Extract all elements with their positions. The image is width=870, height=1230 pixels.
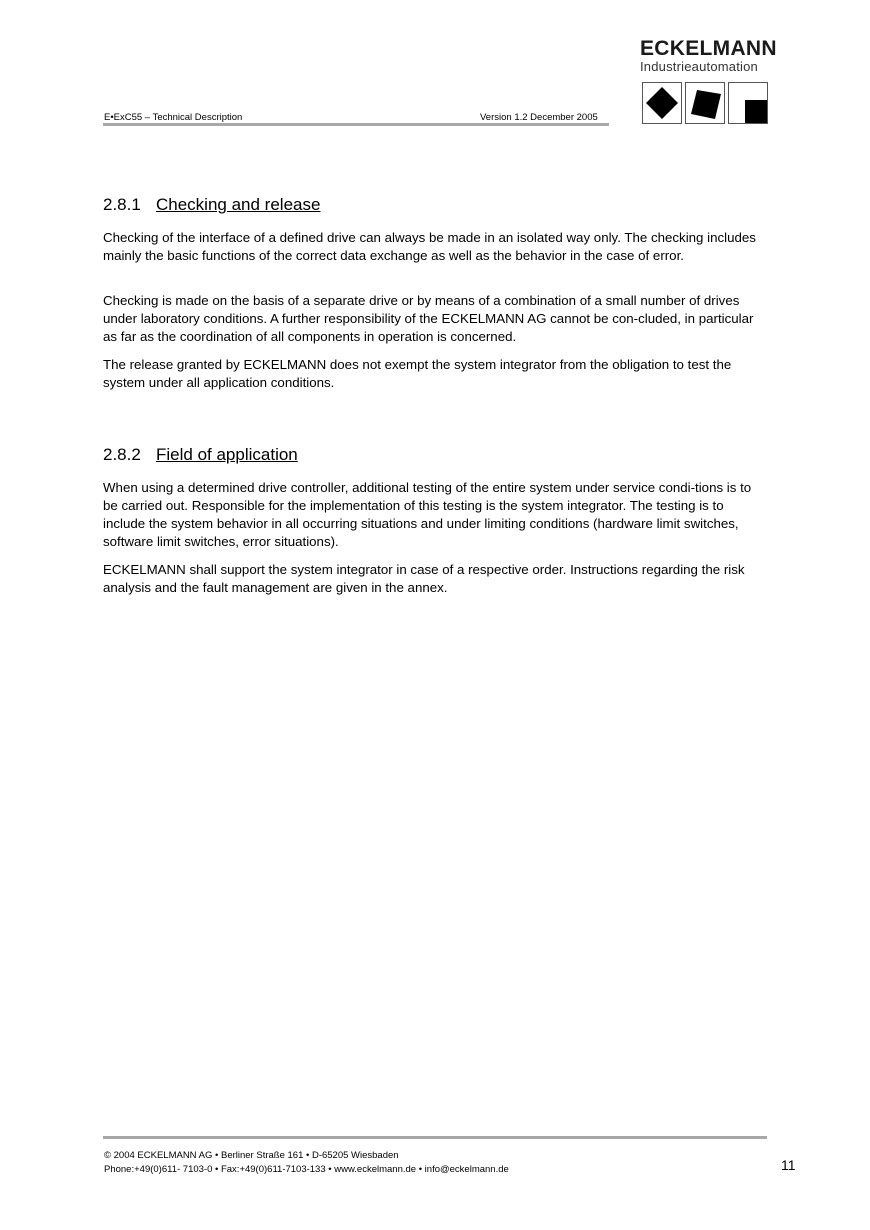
company-logo <box>640 37 777 74</box>
header-version: Version 1.2 December 2005 <box>480 112 598 123</box>
section-title: Checking and release <box>156 195 321 214</box>
section-heading-checking-and-release <box>103 195 320 215</box>
page-number: 11 <box>781 1157 796 1173</box>
section-title: Field of application <box>156 445 298 464</box>
paragraph: When using a determined drive controller, additional testing of the entire system under service condi-tions is to be carried out. Responsible for the implementation of this testing is the system integrator. The testing is to include the system behavior in all occurring situations and under limiting conditions (hardware limit switches, software limit switches, error situations). <box>103 480 752 549</box>
brand-name: ECKELMANN <box>640 37 777 60</box>
logo-squares <box>642 82 768 124</box>
section-number: 2.8.2 <box>103 445 141 464</box>
header-document-title: E•ExC55 – Technical Description <box>104 112 243 123</box>
footer-contact: Phone:+49(0)611- 7103-0 • Fax:+49(0)611-7103-133 • www.eckelmann.de • info@eckelmann.de <box>104 1164 509 1175</box>
footer-address: © 2004 ECKELMANN AG • Berliner Straße 161 • D-65205 Wiesbaden <box>104 1150 399 1161</box>
paragraph: The release granted by ECKELMANN does not exempt the system integrator from the obligation to test the system under all application conditions. <box>103 357 732 390</box>
logo-square-upright-icon <box>728 82 768 124</box>
section-number: 2.8.1 <box>103 195 141 214</box>
logo-square-tilted-icon <box>685 82 725 124</box>
section-heading-field-of-application <box>103 445 298 465</box>
paragraph: ECKELMANN shall support the system integrator in case of a respective order. Instructions regarding the risk analysis and the fault management are given in the annex. <box>103 562 745 595</box>
paragraph: Checking of the interface of a defined drive can always be made in an isolated way only. The checking includes mainly the basic functions of the correct data exchange as well as the behavior in the case of error. <box>103 230 756 263</box>
logo-square-diamond-icon <box>642 82 682 124</box>
brand-subtitle: Industrieautomation <box>640 59 758 74</box>
footer-divider <box>103 1136 767 1139</box>
header-divider <box>103 123 609 126</box>
paragraph: Checking is made on the basis of a separate drive or by means of a combination of a small number of drives under laboratory conditions. A further responsibility of the ECKELMANN AG cannot be con-cluded, in particular as far as the coordination of all components in operation is concerned. <box>103 293 754 344</box>
